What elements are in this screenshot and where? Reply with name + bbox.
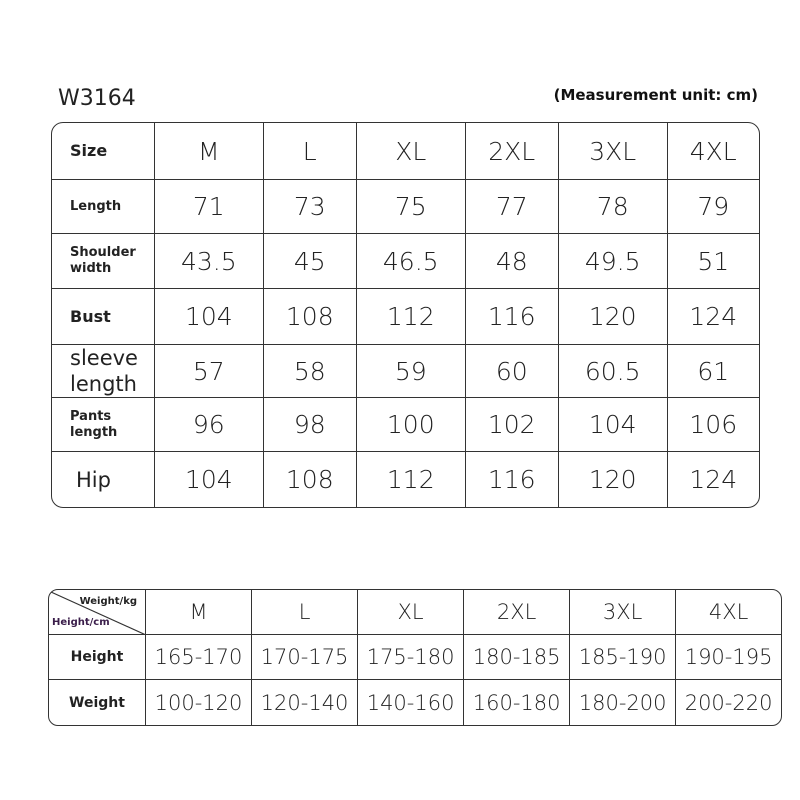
diagonal-header-cell	[49, 590, 146, 635]
cell: 61	[668, 345, 760, 398]
cell: 140-160	[358, 680, 464, 725]
row-label: Weight	[49, 680, 146, 725]
table-row	[52, 345, 759, 398]
cell: 75	[357, 180, 466, 234]
row-label-line: length	[70, 424, 118, 440]
table-row	[52, 180, 759, 234]
cell: 112	[357, 452, 466, 507]
row-label-line: Pants	[70, 408, 112, 424]
cell: 180-185	[464, 635, 570, 680]
table-row	[49, 680, 781, 725]
cell: 120	[559, 289, 668, 345]
cell: 58	[264, 345, 357, 398]
cell: 160-180	[464, 680, 570, 725]
cell: 60	[466, 345, 559, 398]
height-axis-label: Height/cm	[52, 617, 110, 628]
size-header-label: Size	[52, 123, 155, 180]
cell: 46.5	[357, 234, 466, 289]
row-label: Height	[49, 635, 146, 680]
product-code: W3164	[58, 86, 136, 111]
cell: 104	[559, 398, 668, 452]
size-header: 4XL	[676, 590, 781, 635]
cell: 100-120	[146, 680, 252, 725]
weight-axis-label: Weight/kg	[79, 596, 137, 607]
cell: 98	[264, 398, 357, 452]
cell: 102	[466, 398, 559, 452]
cell: 124	[689, 465, 738, 494]
cell: 77	[466, 180, 559, 234]
cell: 78	[559, 180, 668, 234]
table-row	[52, 234, 759, 289]
cell: 57	[155, 345, 264, 398]
cell: 51	[668, 234, 760, 289]
cell: 73	[264, 180, 357, 234]
cell: 124	[668, 289, 760, 345]
size-measurement-table	[51, 122, 760, 508]
size-header: M	[155, 123, 264, 180]
table-header-row	[52, 123, 759, 180]
cell: 49.5	[559, 234, 668, 289]
cell: 112	[357, 289, 466, 345]
unit-note: (Measurement unit: cm)	[553, 86, 758, 104]
cell: 106	[668, 398, 760, 452]
cell: 59	[357, 345, 466, 398]
cell: 116	[466, 289, 559, 345]
size-header: M	[146, 590, 252, 635]
row-label-line: length	[70, 372, 137, 396]
row-label	[52, 345, 155, 398]
cell: 43.5	[155, 234, 264, 289]
size-header: L	[252, 590, 358, 635]
row-label-line: width	[70, 261, 112, 276]
size-header: 2XL	[466, 123, 559, 180]
cell: 180-200	[570, 680, 676, 725]
table-row	[52, 289, 759, 345]
cell: 100	[357, 398, 466, 452]
cell: 108	[264, 452, 357, 507]
row-label	[52, 398, 155, 452]
cell: 120	[559, 452, 668, 507]
cell: 79	[668, 180, 760, 234]
size-header: 3XL	[559, 123, 668, 180]
cell: 200-220	[684, 690, 773, 715]
cell: 71	[155, 180, 264, 234]
cell: 175-180	[358, 635, 464, 680]
size-header: XL	[357, 123, 466, 180]
cell: 120-140	[252, 680, 358, 725]
row-label: Hip	[52, 452, 155, 507]
cell: 165-170	[146, 635, 252, 680]
size-header: 2XL	[464, 590, 570, 635]
row-label	[52, 234, 155, 289]
cell: 45	[264, 234, 357, 289]
row-label: Bust	[52, 289, 155, 345]
row-label-line: sleeve	[70, 346, 138, 370]
cell: 185-190	[570, 635, 676, 680]
cell: 104	[155, 289, 264, 345]
cell: 60.5	[559, 345, 668, 398]
size-header: L	[264, 123, 357, 180]
cell: 170-175	[252, 635, 358, 680]
row-label: Length	[52, 180, 155, 234]
cell: 116	[466, 452, 559, 507]
fit-guide-table	[48, 589, 782, 726]
cell: 104	[155, 452, 264, 507]
table-row	[52, 452, 759, 507]
cell: 96	[155, 398, 264, 452]
cell: 190-195	[676, 635, 781, 680]
cell: 48	[466, 234, 559, 289]
size-header: 3XL	[570, 590, 676, 635]
cell: 108	[264, 289, 357, 345]
table-header-row	[49, 590, 781, 635]
row-label-line: Shoulder	[70, 245, 136, 260]
table-row	[52, 398, 759, 452]
table-row	[49, 635, 781, 680]
size-header: XL	[358, 590, 464, 635]
size-header: 4XL	[668, 123, 760, 180]
